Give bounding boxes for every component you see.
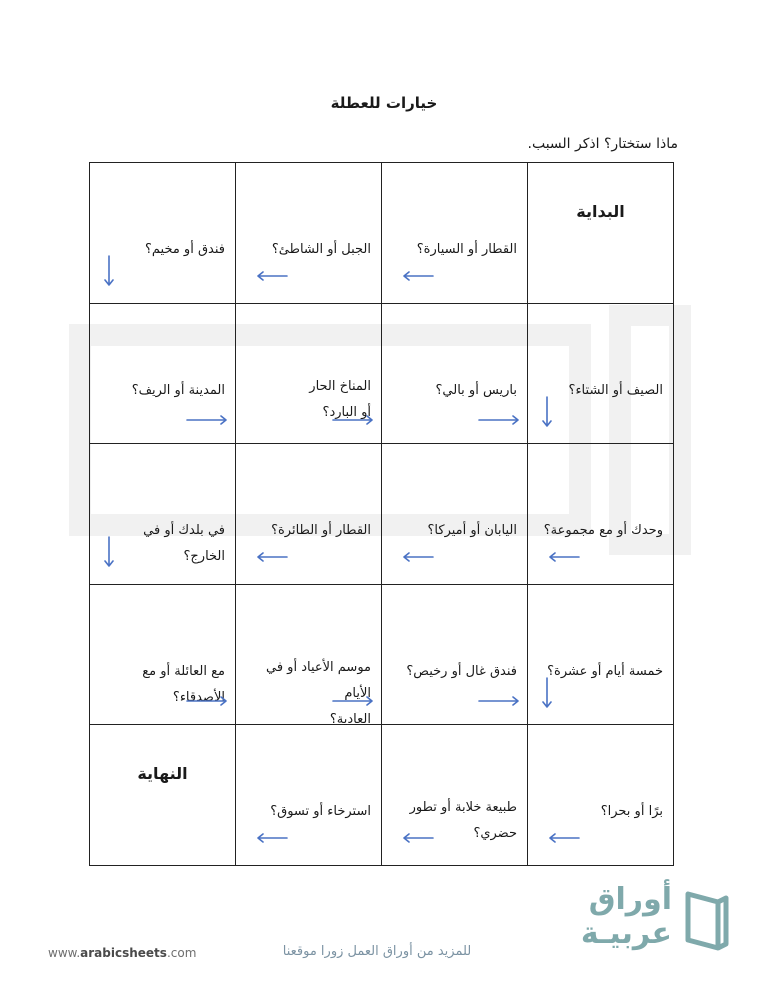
footer-url-suffix: .com (166, 946, 197, 960)
cell-question (98, 237, 225, 263)
cell-text-line: النهاية (137, 764, 188, 784)
arrow-down-icon (104, 255, 114, 287)
grid-cell (90, 163, 236, 304)
cell-text-line: موسم الأعياد أو في الأيام (265, 659, 371, 701)
cell-text-line: المدينة أو الريف؟ (131, 382, 225, 398)
grid-cell (90, 725, 236, 866)
arrow-left-icon (548, 833, 580, 843)
grid-cell (90, 585, 236, 726)
cell-question (244, 237, 371, 263)
logo-line1: أوراق (588, 882, 672, 917)
cell-question (536, 518, 663, 544)
cell-text-line: مع العائلة أو مع الأصدقاء؟ (142, 663, 225, 705)
cell-text-line: باريس أو بالي؟ (435, 382, 517, 398)
grid-cell (382, 444, 528, 585)
cell-text-line: الجبل أو الشاطئ؟ (271, 242, 371, 257)
grid-cell (382, 725, 528, 866)
cell-text-line: أو البارد؟ (322, 404, 371, 420)
cell-text-line: العادية؟ (329, 711, 371, 727)
arrow-right-icon (478, 696, 520, 706)
cell-text-line: فندق أو مخيم؟ (144, 242, 225, 257)
footer-url-main: arabicsheets (80, 946, 167, 960)
arrow-left-icon (402, 271, 434, 281)
arrow-left-icon (548, 552, 580, 562)
arrow-left-icon (256, 552, 288, 562)
cell-text-line: البداية (576, 202, 625, 221)
arrow-right-icon (186, 696, 228, 706)
book-icon (682, 888, 730, 952)
arrow-right-icon (186, 415, 228, 425)
grid-cell (236, 304, 382, 445)
arrow-left-icon (402, 833, 434, 843)
page-title: خيارات للعطلة (330, 94, 438, 112)
cell-question (390, 659, 517, 685)
cell-question (536, 378, 663, 404)
grid-cell (236, 725, 382, 866)
arrow-left-icon (402, 552, 434, 562)
cell-text-line: طبيعة خلابة أو تطور (409, 800, 517, 816)
footer-note: للمزيد من أوراق العمل زورا موقعنا (282, 944, 472, 959)
cell-question (536, 659, 663, 685)
arrow-right-icon (478, 415, 520, 425)
choices-grid (89, 162, 674, 866)
grid-cell (236, 163, 382, 304)
cell-text-line: برًا أو بحرا؟ (600, 804, 663, 820)
grid-cell (528, 585, 674, 726)
cell-text-line: حضري؟ (473, 826, 517, 842)
grid-cell (236, 585, 382, 726)
arrow-down-icon (104, 536, 114, 568)
arrow-down-icon (542, 677, 552, 709)
footer-website[interactable] (48, 946, 196, 960)
grid-cell (382, 163, 528, 304)
cell-text-line: فندق غال أو رخيص؟ (406, 663, 517, 679)
grid-cell (528, 725, 674, 866)
cell-text-line: اليابان أو أميركا؟ (427, 523, 517, 539)
arrow-left-icon (256, 833, 288, 843)
cell-heading (110, 761, 215, 787)
cell-heading (548, 199, 653, 225)
cell-question (390, 237, 517, 263)
arrow-right-icon (332, 415, 374, 425)
grid-cell (528, 444, 674, 585)
logo-line2: عربيـة (580, 916, 672, 951)
grid-cell (90, 444, 236, 585)
cell-text-line: في بلدك أو في الخارج؟ (143, 523, 225, 565)
grid-cell (382, 304, 528, 445)
cell-text-line: استرخاء أو تسوق؟ (270, 804, 371, 820)
cell-text-line: المناخ الحار (309, 378, 371, 394)
instruction-text: ماذا ستختار؟ اذكر السبب. (527, 136, 678, 152)
cell-text-line: وحدك أو مع مجموعة؟ (543, 523, 663, 539)
arrow-left-icon (256, 271, 288, 281)
grid-cell (528, 304, 674, 445)
cell-question (244, 655, 371, 733)
footer-url-prefix: www. (48, 946, 81, 960)
cell-text-line: القطار أو الطائرة؟ (271, 523, 371, 539)
grid-cell (236, 444, 382, 585)
grid-cell (90, 304, 236, 445)
grid-cell (528, 163, 674, 304)
cell-text-line: الصيف أو الشتاء؟ (568, 382, 663, 398)
cell-text-line: القطار أو السيارة؟ (416, 242, 517, 257)
cell-question (390, 378, 517, 404)
cell-question (536, 799, 663, 825)
arrow-right-icon (332, 696, 374, 706)
cell-question (390, 518, 517, 544)
grid-cell (382, 585, 528, 726)
arrow-down-icon (542, 396, 552, 428)
cell-question (244, 799, 371, 825)
cell-question (98, 378, 225, 404)
cell-text-line: خمسة أيام أو عشرة؟ (547, 663, 663, 679)
cell-question (98, 518, 225, 570)
cell-question (244, 518, 371, 544)
